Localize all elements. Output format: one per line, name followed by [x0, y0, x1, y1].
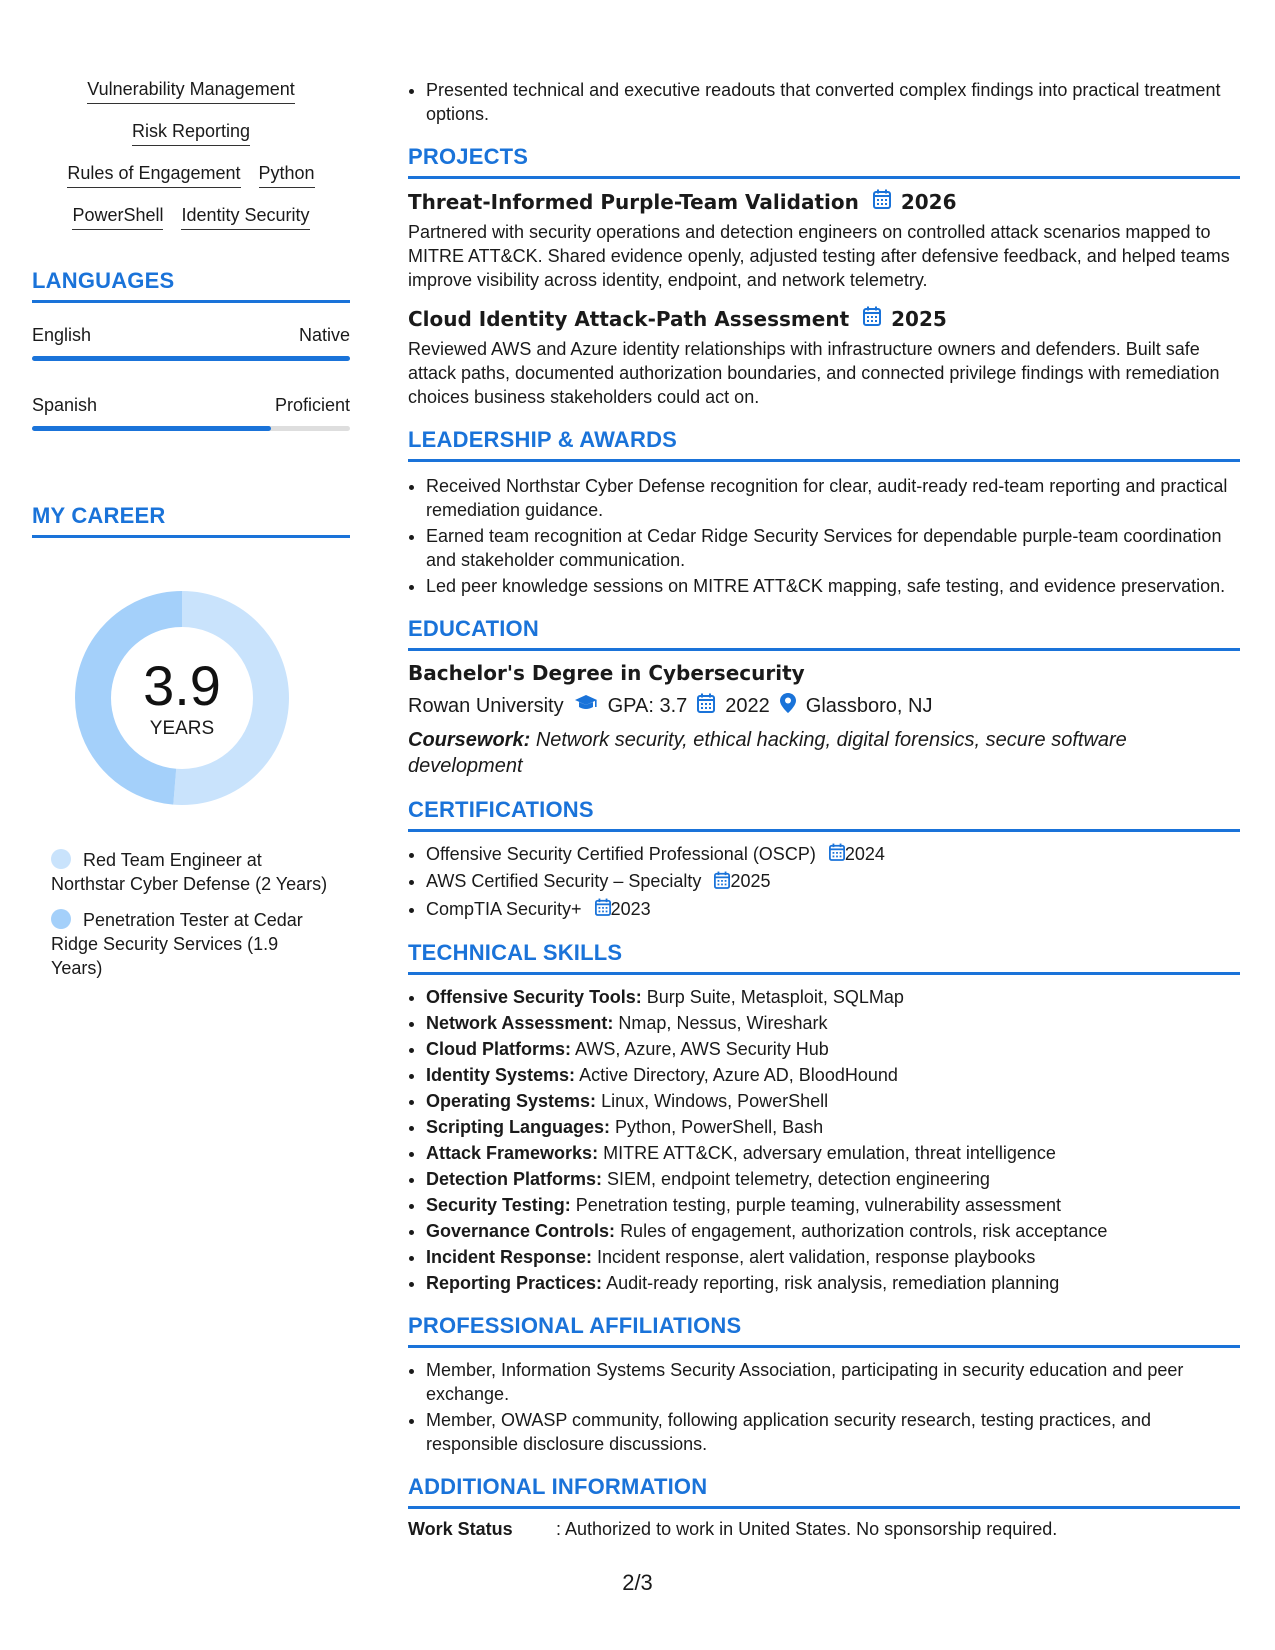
education-title: EDUCATION: [408, 616, 1240, 651]
leadership-title: LEADERSHIP & AWARDS: [408, 427, 1240, 462]
cert-name: AWS Certified Security – Specialty: [426, 871, 702, 892]
additional-info-section: [408, 1474, 1240, 1540]
skill-value: AWS, Azure, AWS Security Hub: [575, 1038, 829, 1059]
skill-tag: Rules of Engagement: [67, 162, 240, 188]
language-name: English: [32, 325, 92, 345]
list-item: • Led peer knowledge sessions on MITRE ATT&CK mapping, safe testing, and evidence preservation.: [426, 574, 1240, 598]
skill-item: [426, 1115, 1240, 1139]
skill-value: Audit-ready reporting, risk analysis, remediation planning: [606, 1272, 1060, 1293]
skill-tag: Risk Reporting: [132, 120, 250, 146]
cert-year: 2024: [844, 844, 885, 864]
skill-item: [426, 1089, 1240, 1113]
legend-dot: [51, 849, 71, 869]
skill-item: [426, 1141, 1240, 1165]
career-legend: [51, 848, 331, 980]
skill-item: [426, 1063, 1240, 1087]
list-item: [426, 842, 1240, 867]
list-item: [426, 869, 1240, 894]
coursework-text: Network security, ethical hacking, digital forensics, secure software development: [408, 729, 1127, 777]
skill-value: Rules of engagement, authorization controls, risk acceptance: [620, 1220, 1108, 1241]
experience-tail-list: [408, 78, 1240, 126]
skill-item: [426, 1167, 1240, 1191]
skill-label: Attack Frameworks:: [426, 1142, 599, 1163]
additional-info-title: ADDITIONAL INFORMATION: [408, 1474, 1240, 1509]
language-level: Native: [298, 325, 350, 345]
skill-value: Python, PowerShell, Bash: [615, 1116, 824, 1137]
skill-item: [426, 1219, 1240, 1243]
project-name: Cloud Identity Attack-Path Assessment: [408, 306, 850, 331]
skill-label: Cloud Platforms:: [426, 1038, 572, 1059]
list-item: • Presented technical and executive readouts that converted complex findings into practical treatment options.: [426, 78, 1240, 126]
cert-year: 2025: [730, 871, 771, 892]
skill-value: SIEM, endpoint telemetry, detection engineering: [607, 1168, 990, 1189]
gpa: GPA: 3.7: [607, 694, 688, 717]
projects-section: [408, 144, 1240, 409]
language-level: Proficient: [274, 395, 350, 415]
skill-value: Linux, Windows, PowerShell: [601, 1090, 829, 1111]
legend-label: Red Team Engineer at Northstar Cyber Defense (2 Years): [51, 850, 328, 894]
languages-title: LANGUAGES: [32, 268, 350, 303]
language-item: [32, 395, 350, 431]
tag-row: [32, 120, 350, 146]
affiliations-title: PROFESSIONAL AFFILIATIONS: [408, 1313, 1240, 1348]
project-item: [408, 306, 1240, 409]
tag-row: [32, 162, 350, 188]
language-bar: [32, 356, 350, 361]
affiliations-section: [408, 1313, 1240, 1456]
skill-item: [426, 1271, 1240, 1295]
calendar-icon: [863, 306, 881, 331]
education-section: [408, 616, 1240, 779]
cert-year: 2023: [610, 898, 651, 919]
skill-item: [426, 1037, 1240, 1061]
cert-name: Offensive Security Certified Professional (OSCP): [426, 844, 816, 864]
project-description: Partnered with security operations and detection engineers on controlled attack scenarios mapped to MITRE ATT&CK. Shared evidence openly, adjusted testing after defensive feedback, and helped teams improve visibility across identity, endpoint, and network telemetry.: [408, 222, 1230, 290]
page-number: 2/3: [622, 1570, 653, 1595]
career-title: MY CAREER: [32, 503, 350, 538]
language-bar-fill: [32, 356, 350, 361]
skill-item: [426, 985, 1240, 1009]
tag-row: [32, 204, 350, 230]
skill-value: Penetration testing, purple teaming, vulnerability assessment: [575, 1194, 1061, 1215]
coursework-label: Coursework:: [408, 729, 531, 751]
skill-label: Reporting Practices:: [426, 1272, 603, 1293]
list-item: • Member, OWASP community, following application security research, testing practices, and responsible disclosure discussions.: [426, 1408, 1240, 1456]
skill-value: Nmap, Nessus, Wireshark: [618, 1012, 828, 1033]
skill-label: Detection Platforms:: [426, 1168, 603, 1189]
skill-label: Identity Systems:: [426, 1064, 576, 1085]
skill-value: Active Directory, Azure AD, BloodHound: [579, 1064, 898, 1085]
list-item: [426, 897, 1240, 922]
calendar-icon: [829, 843, 845, 867]
graduation-cap-icon: [574, 694, 598, 718]
school-name: Rowan University: [408, 694, 564, 717]
right-column: [408, 78, 1240, 1540]
project-year: 2026: [900, 189, 957, 214]
work-status-value: : Authorized to work in United States. No sponsorship required.: [556, 1518, 1058, 1539]
left-column: [32, 78, 350, 992]
career-donut: [62, 578, 302, 818]
calendar-icon: [697, 693, 715, 719]
certifications-section: [408, 797, 1240, 922]
technical-skills-title: TECHNICAL SKILLS: [408, 940, 1240, 975]
graduation-year: 2022: [725, 694, 770, 717]
project-year: 2025: [891, 306, 947, 331]
skill-label: Security Testing:: [426, 1194, 571, 1215]
career-section: [32, 503, 350, 980]
skill-value: MITRE ATT&CK, adversary emulation, threat intelligence: [603, 1142, 1056, 1163]
skill-label: Operating Systems:: [426, 1090, 597, 1111]
project-description: Reviewed AWS and Azure identity relationships with infrastructure owners and defenders. Built safe attack paths, documented authorization boundaries, and connected privilege findings with remediation choices business stakeholders could act on.: [408, 339, 1220, 407]
language-item: [32, 325, 350, 361]
skill-label: Network Assessment:: [426, 1012, 614, 1033]
cert-name: CompTIA Security+: [426, 898, 582, 919]
education-meta: [408, 693, 1240, 719]
skill-item: [426, 1011, 1240, 1035]
coursework: [408, 727, 1240, 779]
skill-label: Governance Controls:: [426, 1220, 616, 1241]
list-item: • Earned team recognition at Cedar Ridge Security Services for dependable purple-team coordination and stakeholder communication.: [426, 524, 1240, 572]
skill-label: Scripting Languages:: [426, 1116, 611, 1137]
education-location: Glassboro, NJ: [805, 694, 933, 717]
leadership-section: [408, 427, 1240, 598]
career-unit: YEARS: [149, 718, 215, 739]
work-status-label: Work Status: [408, 1518, 513, 1539]
skill-label: Incident Response:: [426, 1246, 593, 1267]
calendar-icon: [714, 871, 730, 895]
list-item: • Received Northstar Cyber Defense recognition for clear, audit-ready red-team reporting and practical remediation guidance.: [426, 474, 1240, 522]
skill-tag: Identity Security: [181, 204, 309, 230]
legend-dot: [51, 909, 71, 929]
career-total: 3.9: [143, 654, 221, 717]
calendar-icon: [873, 189, 891, 214]
skill-value: Incident response, alert validation, response playbooks: [597, 1246, 1036, 1267]
project-item: [408, 189, 1240, 292]
legend-item: [51, 908, 331, 980]
legend-label: Penetration Tester at Cedar Ridge Security Services (1.9 Years): [51, 910, 303, 978]
work-status-row: [408, 1519, 1240, 1540]
language-bar: [32, 426, 350, 431]
skills-tags: [32, 78, 350, 230]
projects-title: PROJECTS: [408, 144, 1240, 179]
languages-section: [32, 268, 350, 431]
calendar-icon: [595, 898, 611, 922]
technical-skills-section: [408, 940, 1240, 1295]
skill-label: Offensive Security Tools:: [426, 986, 642, 1007]
legend-item: [51, 848, 331, 896]
skill-tag: PowerShell: [72, 204, 163, 230]
skill-item: [426, 1245, 1240, 1269]
tag-row: [32, 78, 350, 104]
list-item: • Member, Information Systems Security Association, participating in security education and peer exchange.: [426, 1358, 1240, 1406]
skill-item: [426, 1193, 1240, 1217]
skill-tag: Vulnerability Management: [87, 78, 294, 104]
language-bar-fill: [32, 426, 271, 431]
project-name: Threat-Informed Purple-Team Validation: [408, 189, 859, 214]
skill-tag: Python: [259, 162, 315, 188]
certifications-title: CERTIFICATIONS: [408, 797, 1240, 832]
location-pin-icon: [780, 693, 796, 719]
language-name: Spanish: [32, 395, 98, 415]
degree: Bachelor's Degree in Cybersecurity: [408, 661, 805, 685]
skill-value: Burp Suite, Metasploit, SQLMap: [646, 986, 904, 1007]
